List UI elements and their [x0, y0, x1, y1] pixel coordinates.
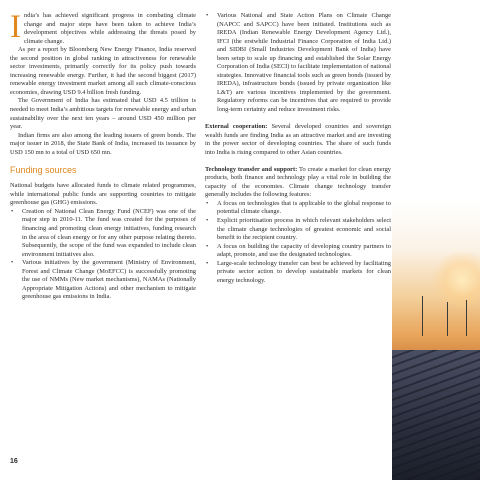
list-item: • A focus on technologies that is applicable to the global response to potential climate change. [205, 200, 391, 217]
list-item: • Creation of National Clean Energy Fund (NCEF) was one of the major step in 2010-11. The fund was created for the purposes of financing and promoting clean energy initiatives, funding research in the area of clean energy or for any other purpose relating thereto. Subsequently, the scope of the fund was expanded to include clean environment initiatives also. [10, 208, 196, 259]
list-item: • Various initiatives by the government (Ministry of Environment, Forest and Climate Change (MoEFCC) is successfully promoting the use of NMMs (New market mechanisms), NAMAs (Nationally Appropriate Mitigation Actions) and other mechanism to mitigate greenhouse gas emissions in India. [10, 259, 196, 302]
left-column [10, 9, 196, 302]
paragraph-technology-transfer: Technology transfer and support: To create a market for clean energy products, both finance and technology play a vital role in building the capacity of the economies. Climate change technology transfer generally includes the following features: [205, 165, 391, 199]
sunset-solar-farm-photo [392, 0, 480, 480]
middle-column [205, 12, 391, 285]
action-plans-list [205, 12, 391, 115]
technology-bullet-list [205, 200, 391, 285]
paragraph-national-budgets: National budgets have allocated funds to climate related programmes, while international public funds are supporting countries to mitigate greenhouse gas (GHG) emissions. [10, 182, 196, 207]
paragraph-green-bonds: Indian firms are also among the leading issuers of green bonds. The major issuer in 2018, the State Bank of India, increased its issuance by USD 150 mn to a total of USD 650 mn. [10, 131, 196, 156]
wind-turbine [447, 302, 448, 336]
sun-glow [432, 250, 480, 310]
paragraph-external-cooperation: External cooperation: Several developed countries and sovereign wealth funds are finding India as an attractive market and are investing in the power sector of developing countries. The share of such funds into India is rising compared to other Asian countries. [205, 123, 391, 156]
drop-cap: I [10, 9, 21, 45]
list-item: • A focus on building the capacity of developing country partners to adapt, promote, and use the designated technologies. [205, 243, 391, 260]
funding-bullet-list [10, 208, 196, 302]
list-item: • Explicit prioritisation process in which relevant stakeholders select the climate change technologies of greatest economic and social benefit to the recipient country. [205, 217, 391, 243]
list-item: • Large-scale technology transfer can best be achieved by facilitating private sector action to develop sustainable markets for clean energy technology. [205, 260, 391, 286]
page-number: 16 [10, 458, 18, 465]
paragraph-gov-estimate: The Government of India has estimated that USD 4.5 trillion is needed to meet India’s ambitious targets for renewable energy and urban sustainability over the next ten years – around USD 450 million per year. [10, 97, 196, 131]
wind-turbine [466, 300, 467, 336]
solar-panels [392, 350, 480, 480]
paragraph-bnef: As per a report by Bloomberg New Energy Finance, India reserved the second position in global ranking in attractiveness for renewable sector investments, primarily correctly for its policy push towards increasing renewable energy. Further, it had the second biggest (2017) renewable energy investment market among all such climate-conscious economies, drawing USD 9.4 billion fresh funding. [10, 46, 196, 96]
intro-paragraph: India’s has achieved significant progress in combating climate change and major steps have been taken to achieve India’s development objectives while addressing the threats posed by climate change. [10, 9, 196, 45]
list-item: • Various National and State Action Plans on Climate Change (NAPCC and SAPCC) have been initiated. Institutions such as IREDA (Indian Renewable Energy Development Agency Ltd.), IFCI (the erstwhile Industrial Finance Corporation of India Ltd.) and SIDBI (Small Industries Development Bank of India) have been setup to scale up financing and established the Solar Energy Corporation of India (SECI) to facilitate implementation of national strategies. Innovative financial tools such as green bonds (issued by IREDA), infrastructure bonds (issued by private organization like L&T) are various incentives implemented by the government. Regulatory reforms can be incentives that are required to provide long-term certainty and reduce investment risks. [205, 12, 391, 115]
wind-turbine [422, 296, 423, 336]
funding-sources-heading: Funding sources [10, 165, 77, 176]
